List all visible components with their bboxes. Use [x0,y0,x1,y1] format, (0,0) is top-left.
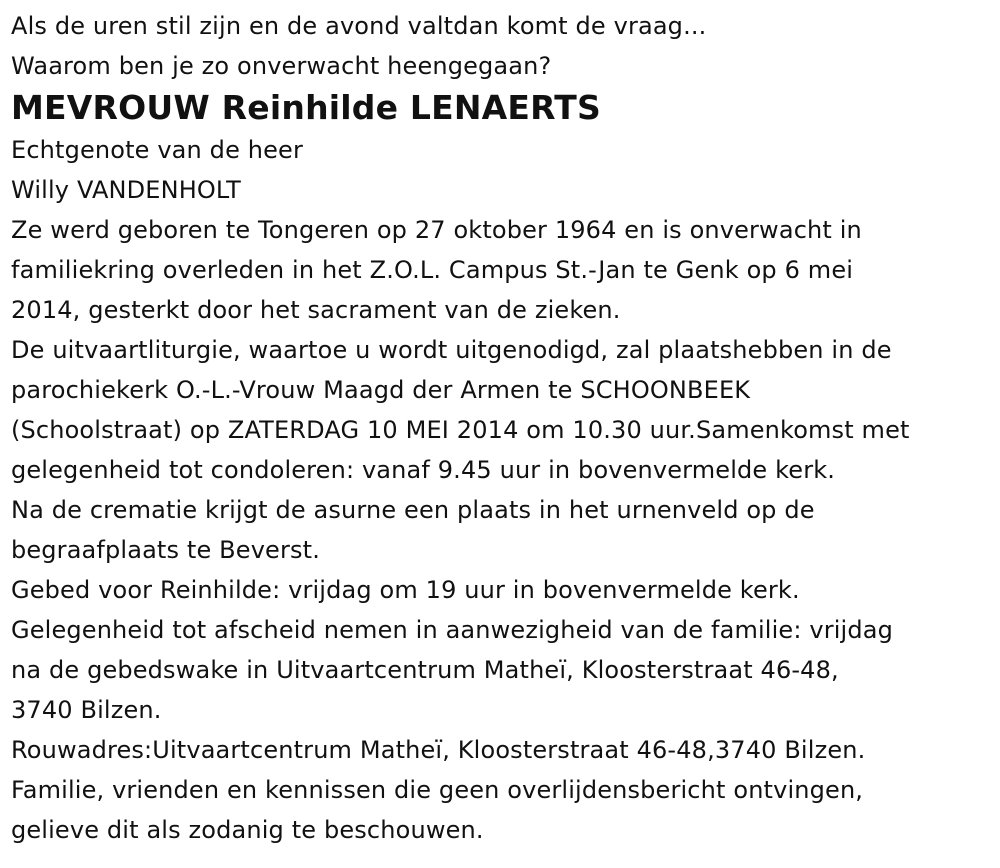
closing-text: Familie, vrienden en kennissen die geen overlijdensbericht ontvingen, [11,776,864,804]
cremation-text: begraafplaats te Beverst. [11,536,320,564]
birth-death-text: Ze werd geboren te Tongeren op 27 oktober 1964 en is onverwacht in [11,216,862,244]
intro-line: Waarom ben je zo onverwacht heengegaan? [11,52,552,80]
spouse-name: Willy VANDENHOLT [11,176,241,204]
funeral-text: gelegenheid tot condoleren: vanaf 9.45 uur in bovenvermelde kerk. [11,456,836,484]
farewell-text: Gelegenheid tot afscheid nemen in aanwezigheid van de familie: vrijdag [11,616,893,644]
cremation-text: Na de crematie krijgt de asurne een plaats in het urnenveld op de [11,496,815,524]
prayer-text: Gebed voor Reinhilde: vrijdag om 19 uur in bovenvermelde kerk. [11,576,800,604]
farewell-text: 3740 Bilzen. [11,696,162,724]
birth-death-text: familiekring overleden in het Z.O.L. Campus St.-Jan te Genk op 6 mei [11,256,854,284]
farewell-text: na de gebedswake in Uitvaartcentrum Matheï, Kloosterstraat 46-48, [11,656,839,684]
funeral-text: parochiekerk O.-L.-Vrouw Maagd der Armen te SCHOONBEEK [11,376,751,404]
death-notice [11,6,996,850]
funeral-text: De uitvaartliturgie, waartoe u wordt uitgenodigd, zal plaatshebben in de [11,336,892,364]
funeral-text: (Schoolstraat) op ZATERDAG 10 MEI 2014 om 10.30 uur.Samenkomst met [11,416,910,444]
intro-line: Als de uren stil zijn en de avond valtdan komt de vraag... [11,12,707,40]
mourning-address: Rouwadres:Uitvaartcentrum Matheï, Kloosterstraat 46-48,3740 Bilzen. [11,736,866,764]
closing-text: gelieve dit als zodanig te beschouwen. [11,816,484,844]
birth-death-text: 2014, gesterkt door het sacrament van de zieken. [11,296,621,324]
spouse-label: Echtgenote van de heer [11,136,303,164]
deceased-name: MEVROUW Reinhilde LENAERTS [11,88,601,127]
